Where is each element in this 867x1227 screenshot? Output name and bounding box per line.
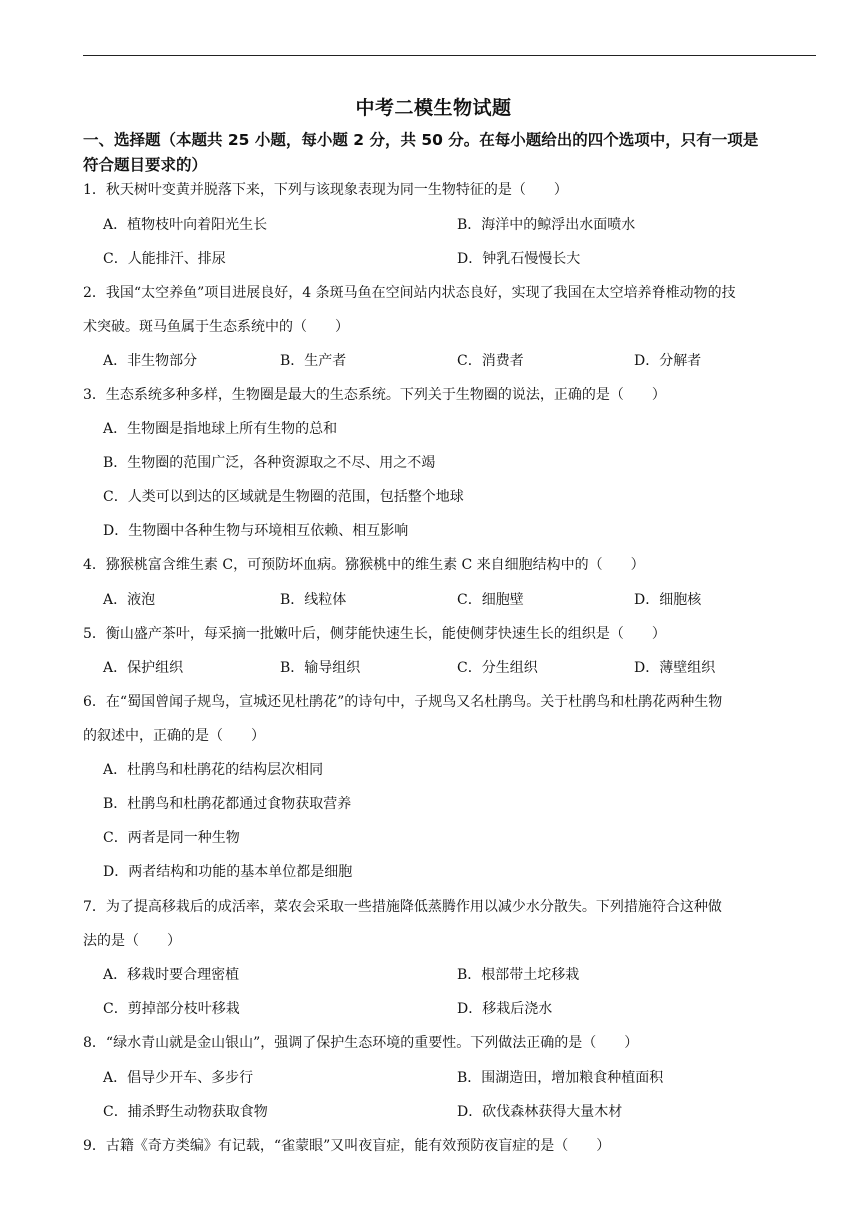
question-1-option-c: C．人能排汗、排尿 [103,251,226,267]
question-5-option-d: D．薄壁组织 [634,660,716,676]
page-title: 中考二模生物试题 [355,97,512,119]
question-2-option-a: A．非生物部分 [103,353,198,369]
question-2-stem-line-1: 2．我国“太空养鱼”项目进展良好，4 条斑马鱼在空间站内状态良好，实现了我国在太空培养脊椎动物的技 [83,285,736,301]
question-6-option-d: D．两者结构和功能的基本单位都是细胞 [103,864,353,880]
question-7-option-c: C．剪掉部分枝叶移栽 [103,1001,240,1017]
question-5-option-a: A．保护组织 [103,660,184,676]
question-2-stem-line-2: 术突破。斑马鱼属于生态系统中的（ ） [83,319,349,335]
question-8-option-d: D．砍伐森林获得大量木材 [457,1104,623,1120]
question-6-option-a: A．杜鹃鸟和杜鹃花的结构层次相同 [103,762,324,778]
question-8-option-b: B．围湖造田，增加粮食种植面积 [457,1070,664,1086]
question-2-option-c: C．消费者 [457,353,524,369]
question-1-stem: 1．秋天树叶变黄并脱落下来，下列与该现象表现为同一生物特征的是（ ） [83,182,568,198]
question-6-stem-line-1: 6．在“蜀国曾闻子规鸟，宣城还见杜鹃花”的诗句中，子规鸟又名杜鹃鸟。关于杜鹃鸟和杜鹃花两种生物 [83,694,723,710]
question-3-stem: 3．生态系统多种多样，生物圈是最大的生态系统。下列关于生物圈的说法，正确的是（ ） [83,387,666,403]
question-5-stem: 5．衡山盛产茶叶，每采摘一批嫩叶后，侧芽能快速生长，能使侧芽快速生长的组织是（ ） [83,626,666,642]
question-2-option-b: B．生产者 [280,353,347,369]
question-2-option-d: D．分解者 [634,353,702,369]
question-1-option-d: D．钟乳石慢慢长大 [457,251,581,267]
section-heading [83,128,823,178]
question-9-stem: 9．古籍《奇方类编》有记载，“雀蒙眼”又叫夜盲症，能有效预防夜盲症的是（ ） [83,1138,611,1154]
question-7-option-b: B．根部带土坨移栽 [457,967,580,983]
question-4-option-d: D．细胞核 [634,592,702,608]
question-5-option-b: B．输导组织 [280,660,361,676]
question-7-stem-line-2: 法的是（ ） [83,933,181,949]
question-1-option-b: B．海洋中的鲸浮出水面喷水 [457,217,636,233]
question-7-option-d: D．移栽后浇水 [457,1001,553,1017]
header-rule [83,55,816,56]
question-3-option-d: D．生物圈中各种生物与环境相互依赖、相互影响 [103,523,409,539]
question-8-option-c: C．捕杀野生动物获取食物 [103,1104,268,1120]
section-heading-line-1: 一、选择题（本题共 25 小题，每小题 2 分，共 50 分。在每小题给出的四个选项中，只有一项是 [83,131,759,149]
question-8-stem: 8．“绿水青山就是金山银山”，强调了保护生态环境的重要性。下列做法正确的是（ ） [83,1035,639,1051]
question-6-option-b: B．杜鹃鸟和杜鹃花都通过食物获取营养 [103,796,352,812]
question-3-option-a: A．生物圈是指地球上所有生物的总和 [103,421,338,437]
question-1-option-a: A．植物枝叶向着阳光生长 [103,217,268,233]
question-7-stem-line-1: 7．为了提高移栽后的成活率，菜农会采取一些措施降低蒸腾作用以减少水分散失。下列措施符合这种做 [83,899,722,915]
question-4-stem: 4．猕猴桃富含维生素 C，可预防坏血病。猕猴桃中的维生素 C 来自细胞结构中的（ ） [83,557,645,573]
question-3-option-c: C．人类可以到达的区域就是生物圈的范围，包括整个地球 [103,489,464,505]
question-6-option-c: C．两者是同一种生物 [103,830,240,846]
section-heading-line-2: 符合题目要求的） [83,156,208,174]
question-3-option-b: B．生物圈的范围广泛，各种资源取之不尽、用之不竭 [103,455,436,471]
question-6-stem-line-2: 的叙述中，正确的是（ ） [83,728,265,744]
question-4-option-a: A．液泡 [103,592,156,608]
question-4-option-b: B．线粒体 [280,592,347,608]
question-8-option-a: A．倡导少开车、多步行 [103,1070,254,1086]
question-4-option-c: C．细胞壁 [457,592,524,608]
question-5-option-c: C．分生组织 [457,660,538,676]
question-7-option-a: A．移栽时要合理密植 [103,967,240,983]
